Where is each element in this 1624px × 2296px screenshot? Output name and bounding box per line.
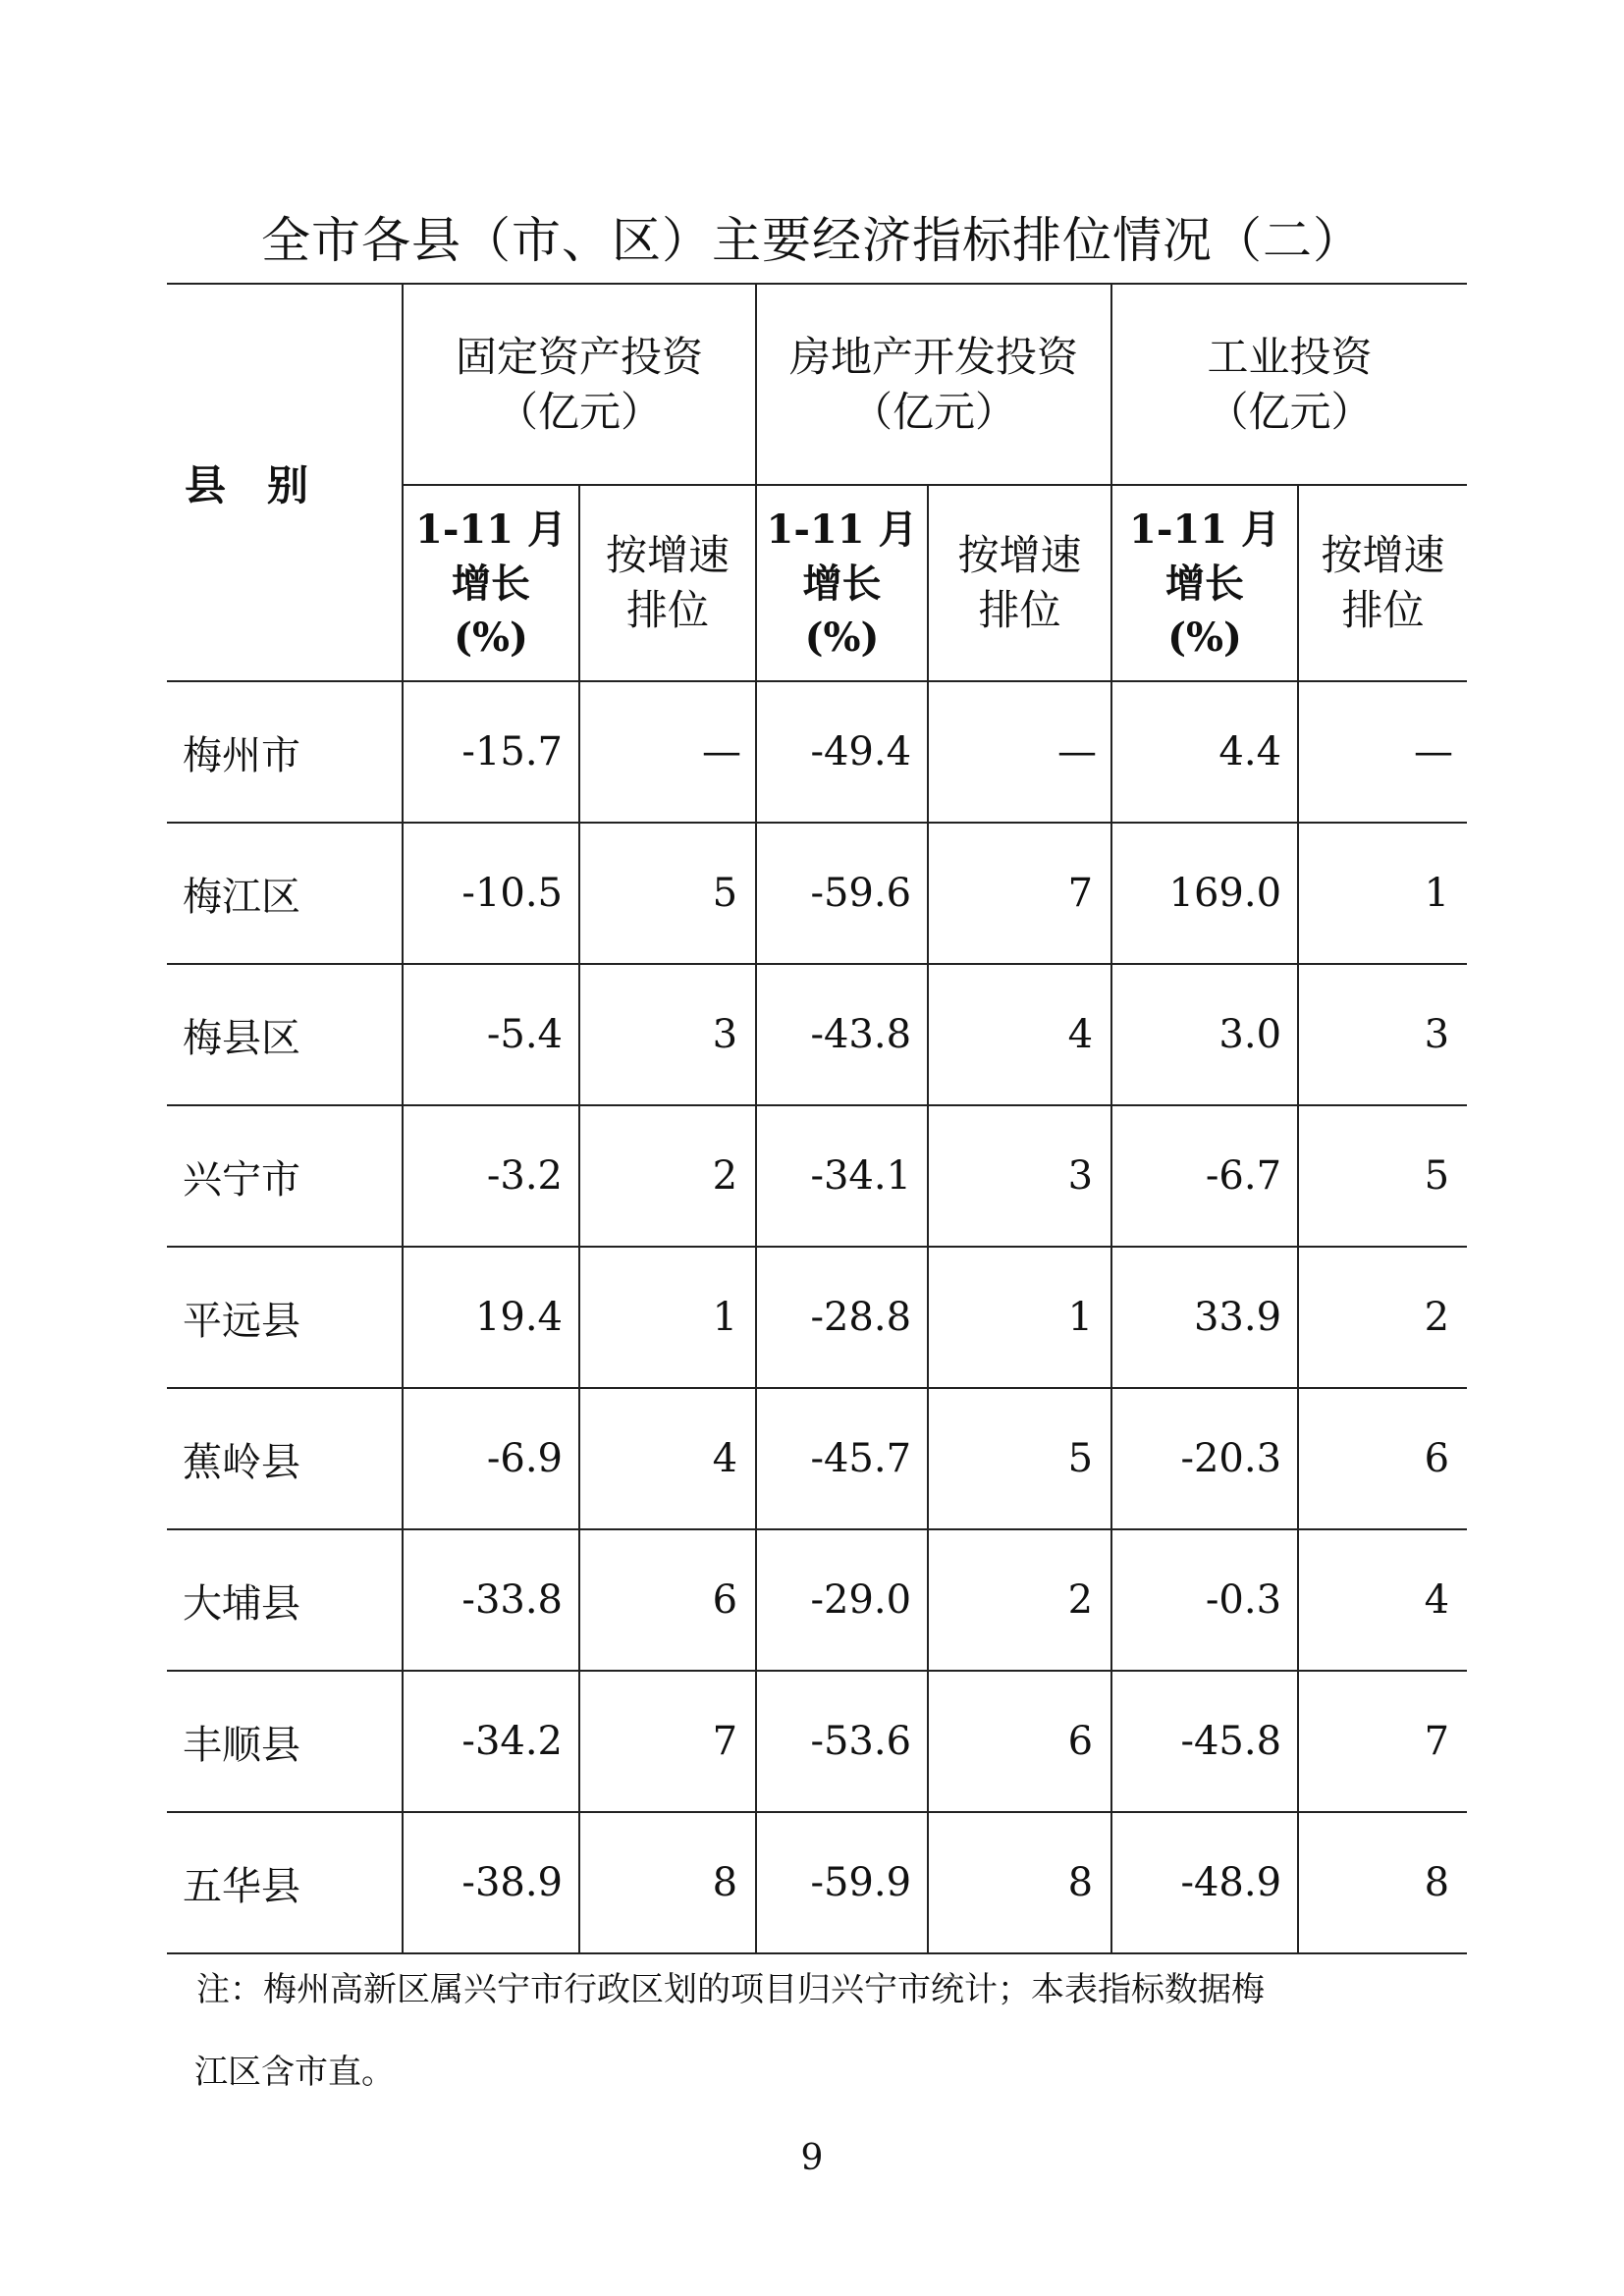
group-name: 工业投资 [1207, 332, 1373, 381]
real-estate-rank: 3 [928, 1105, 1111, 1247]
real-estate-growth: -49.4 [756, 681, 928, 823]
fixed-asset-growth: -10.5 [403, 823, 579, 964]
industrial-growth: -0.3 [1111, 1529, 1298, 1671]
industrial-rank: 7 [1298, 1671, 1467, 1812]
page-number: 9 [800, 2138, 824, 2178]
rank-line: 排位 [1341, 586, 1425, 634]
industrial-growth: 3.0 [1111, 964, 1298, 1105]
table-row [167, 964, 1467, 1105]
real-estate-rank: 4 [928, 964, 1111, 1105]
industrial-growth: -45.8 [1111, 1671, 1298, 1812]
county-cell: 丰顺县 [167, 1671, 403, 1812]
group-name: 固定资产投资 [456, 332, 704, 381]
industrial-growth: 33.9 [1111, 1247, 1298, 1388]
indicator-ranking-table [167, 283, 1467, 1954]
county-cell: 兴宁市 [167, 1105, 403, 1247]
real-estate-growth: -45.7 [756, 1388, 928, 1529]
real-estate-rank: — [928, 681, 1111, 823]
table-row [167, 1105, 1467, 1247]
growth-line: 1-11 月 [766, 506, 918, 553]
industrial-growth: -48.9 [1111, 1812, 1298, 1953]
real-estate-rank: 6 [928, 1671, 1111, 1812]
industrial-rank: — [1298, 681, 1467, 823]
fixed-asset-rank: 6 [579, 1529, 756, 1671]
group-unit: （亿元） [851, 387, 1017, 436]
industrial-rank: 8 [1298, 1812, 1467, 1953]
table-row [167, 1247, 1467, 1388]
fixed-asset-growth: -34.2 [403, 1671, 579, 1812]
fixed-asset-growth: 19.4 [403, 1247, 579, 1388]
table-row [167, 1388, 1467, 1529]
real-estate-rank: 7 [928, 823, 1111, 964]
footnote-line: 注：梅州高新区属兴宁市行政区划的项目归兴宁市统计；本表指标数据梅 [196, 1970, 1265, 2009]
fixed-asset-growth: -33.8 [403, 1529, 579, 1671]
real-estate-rank: 1 [928, 1247, 1111, 1388]
growth-header [1111, 485, 1298, 681]
real-estate-growth: -29.0 [756, 1529, 928, 1671]
real-estate-rank: 2 [928, 1529, 1111, 1671]
industrial-growth: 169.0 [1111, 823, 1298, 964]
group-unit: （亿元） [497, 387, 663, 436]
rank-line: 排位 [626, 586, 710, 634]
industrial-growth: -6.7 [1111, 1105, 1298, 1247]
group-header-industrial [1111, 284, 1467, 485]
growth-line: 增长 [452, 560, 530, 607]
county-cell: 蕉岭县 [167, 1388, 403, 1529]
group-header-real-estate [756, 284, 1111, 485]
group-header-fixed-asset [403, 284, 756, 485]
industrial-rank: 4 [1298, 1529, 1467, 1671]
industrial-growth: 4.4 [1111, 681, 1298, 823]
fixed-asset-rank: — [579, 681, 756, 823]
fixed-asset-rank: 7 [579, 1671, 756, 1812]
county-cell: 梅县区 [167, 964, 403, 1105]
fixed-asset-growth: -3.2 [403, 1105, 579, 1247]
growth-line: 1-11 月 [1129, 506, 1281, 553]
fixed-asset-rank: 4 [579, 1388, 756, 1529]
rank-line: 按增速 [957, 531, 1082, 579]
table-row [167, 1812, 1467, 1953]
table-row [167, 681, 1467, 823]
growth-line: (%) [1167, 614, 1242, 661]
real-estate-rank: 8 [928, 1812, 1111, 1953]
real-estate-growth: -59.9 [756, 1812, 928, 1953]
industrial-growth: -20.3 [1111, 1388, 1298, 1529]
growth-line: (%) [804, 614, 880, 661]
growth-header [403, 485, 579, 681]
county-cell: 梅江区 [167, 823, 403, 964]
growth-line: 1-11 月 [414, 506, 568, 553]
table-footnote [196, 1949, 1473, 2113]
fixed-asset-rank: 2 [579, 1105, 756, 1247]
rank-line: 按增速 [1321, 531, 1445, 579]
industrial-rank: 6 [1298, 1388, 1467, 1529]
county-cell: 大埔县 [167, 1529, 403, 1671]
footnote-line: 江区含市直。 [194, 2053, 395, 2092]
fixed-asset-rank: 3 [579, 964, 756, 1105]
growth-header [756, 485, 928, 681]
industrial-rank: 1 [1298, 823, 1467, 964]
fixed-asset-rank: 5 [579, 823, 756, 964]
rank-header [928, 485, 1111, 681]
real-estate-growth: -59.6 [756, 823, 928, 964]
table-row [167, 1529, 1467, 1671]
rank-header [1298, 485, 1467, 681]
fixed-asset-growth: -38.9 [403, 1812, 579, 1953]
real-estate-growth: -43.8 [756, 964, 928, 1105]
fixed-asset-growth: -15.7 [403, 681, 579, 823]
rank-line: 排位 [978, 586, 1061, 634]
industrial-rank: 5 [1298, 1105, 1467, 1247]
county-cell: 五华县 [167, 1812, 403, 1953]
rank-line: 按增速 [606, 531, 731, 579]
real-estate-rank: 5 [928, 1388, 1111, 1529]
rank-header [579, 485, 756, 681]
real-estate-growth: -53.6 [756, 1671, 928, 1812]
growth-line: (%) [454, 614, 528, 661]
county-cell: 梅州市 [167, 681, 403, 823]
fixed-asset-growth: -5.4 [403, 964, 579, 1105]
fixed-asset-rank: 1 [579, 1247, 756, 1388]
page-title: 全市各县（市、区）主要经济指标排位情况（二） [261, 212, 1363, 269]
table-row [167, 1671, 1467, 1812]
fixed-asset-growth: -6.9 [403, 1388, 579, 1529]
real-estate-growth: -34.1 [756, 1105, 928, 1247]
county-header: 县 别 [167, 284, 403, 681]
growth-line: 增长 [1165, 560, 1245, 607]
real-estate-growth: -28.8 [756, 1247, 928, 1388]
industrial-rank: 3 [1298, 964, 1467, 1105]
group-name: 房地产开发投资 [789, 332, 1079, 381]
county-cell: 平远县 [167, 1247, 403, 1388]
growth-line: 增长 [802, 560, 882, 607]
fixed-asset-rank: 8 [579, 1812, 756, 1953]
industrial-rank: 2 [1298, 1247, 1467, 1388]
group-unit: （亿元） [1207, 387, 1373, 436]
table-row [167, 823, 1467, 964]
